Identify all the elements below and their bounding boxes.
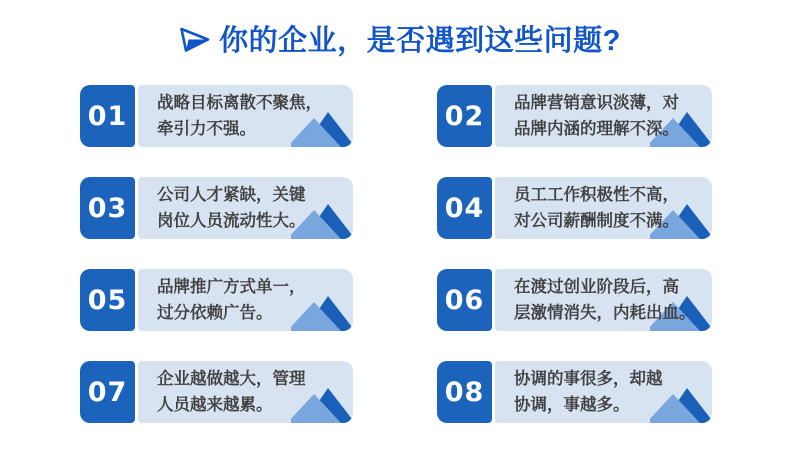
card-text-line: 品牌内涵的理解不深。 bbox=[514, 120, 679, 138]
card-text-panel bbox=[138, 269, 353, 331]
card-number-badge: 02 bbox=[437, 85, 492, 147]
card-number-badge: 04 bbox=[437, 177, 492, 239]
card-text-line: 协调，事越多。 bbox=[514, 396, 630, 414]
card-text-line: 在渡过创业阶段后，高 bbox=[514, 278, 679, 296]
card-number-badge: 03 bbox=[80, 177, 135, 239]
card-text-line: 战略目标离散不聚焦， bbox=[157, 94, 322, 112]
card-number-badge: 01 bbox=[80, 85, 135, 147]
problem-card-04 bbox=[437, 177, 712, 239]
slide-header bbox=[0, 18, 800, 58]
card-text-panel bbox=[495, 85, 712, 147]
card-text-line: 岗位人员流动性大。 bbox=[157, 212, 306, 230]
card-text-line: 过分依赖广告。 bbox=[157, 304, 273, 322]
problem-card-08 bbox=[437, 361, 712, 423]
problem-card-grid bbox=[80, 85, 712, 423]
problem-card-06 bbox=[437, 269, 712, 331]
card-text-line: 员工工作积极性不高， bbox=[514, 186, 679, 204]
card-text-panel bbox=[138, 85, 353, 147]
card-text-line: 品牌推广方式单一， bbox=[157, 278, 306, 296]
card-text-line: 牵引力不强。 bbox=[157, 120, 256, 138]
problem-card-02 bbox=[437, 85, 712, 147]
card-text-line: 公司人才紧缺，关键 bbox=[157, 186, 306, 204]
card-number-badge: 08 bbox=[437, 361, 492, 423]
problem-card-05 bbox=[80, 269, 353, 331]
card-text-line: 品牌营销意识淡薄，对 bbox=[514, 94, 679, 112]
card-text-line: 层激情消失，内耗出血。 bbox=[514, 304, 696, 322]
card-text-panel bbox=[495, 177, 712, 239]
card-number-badge: 06 bbox=[437, 269, 492, 331]
card-text-panel bbox=[495, 361, 712, 423]
card-text-line: 企业越做越大，管理 bbox=[157, 370, 306, 388]
problem-card-01 bbox=[80, 85, 353, 147]
card-text-panel bbox=[138, 177, 353, 239]
send-arrow-icon bbox=[179, 24, 211, 54]
slide-title: 你的企业，是否遇到这些问题? bbox=[219, 24, 621, 57]
card-number-badge: 05 bbox=[80, 269, 135, 331]
card-text-panel bbox=[138, 361, 353, 423]
card-text-line: 对公司薪酬制度不满。 bbox=[514, 212, 679, 230]
card-text-line: 协调的事很多，却越 bbox=[514, 370, 663, 388]
card-number-badge: 07 bbox=[80, 361, 135, 423]
card-text-line: 人员越来越累。 bbox=[157, 396, 273, 414]
problem-card-07 bbox=[80, 361, 353, 423]
problem-card-03 bbox=[80, 177, 353, 239]
card-text-panel bbox=[495, 269, 712, 331]
